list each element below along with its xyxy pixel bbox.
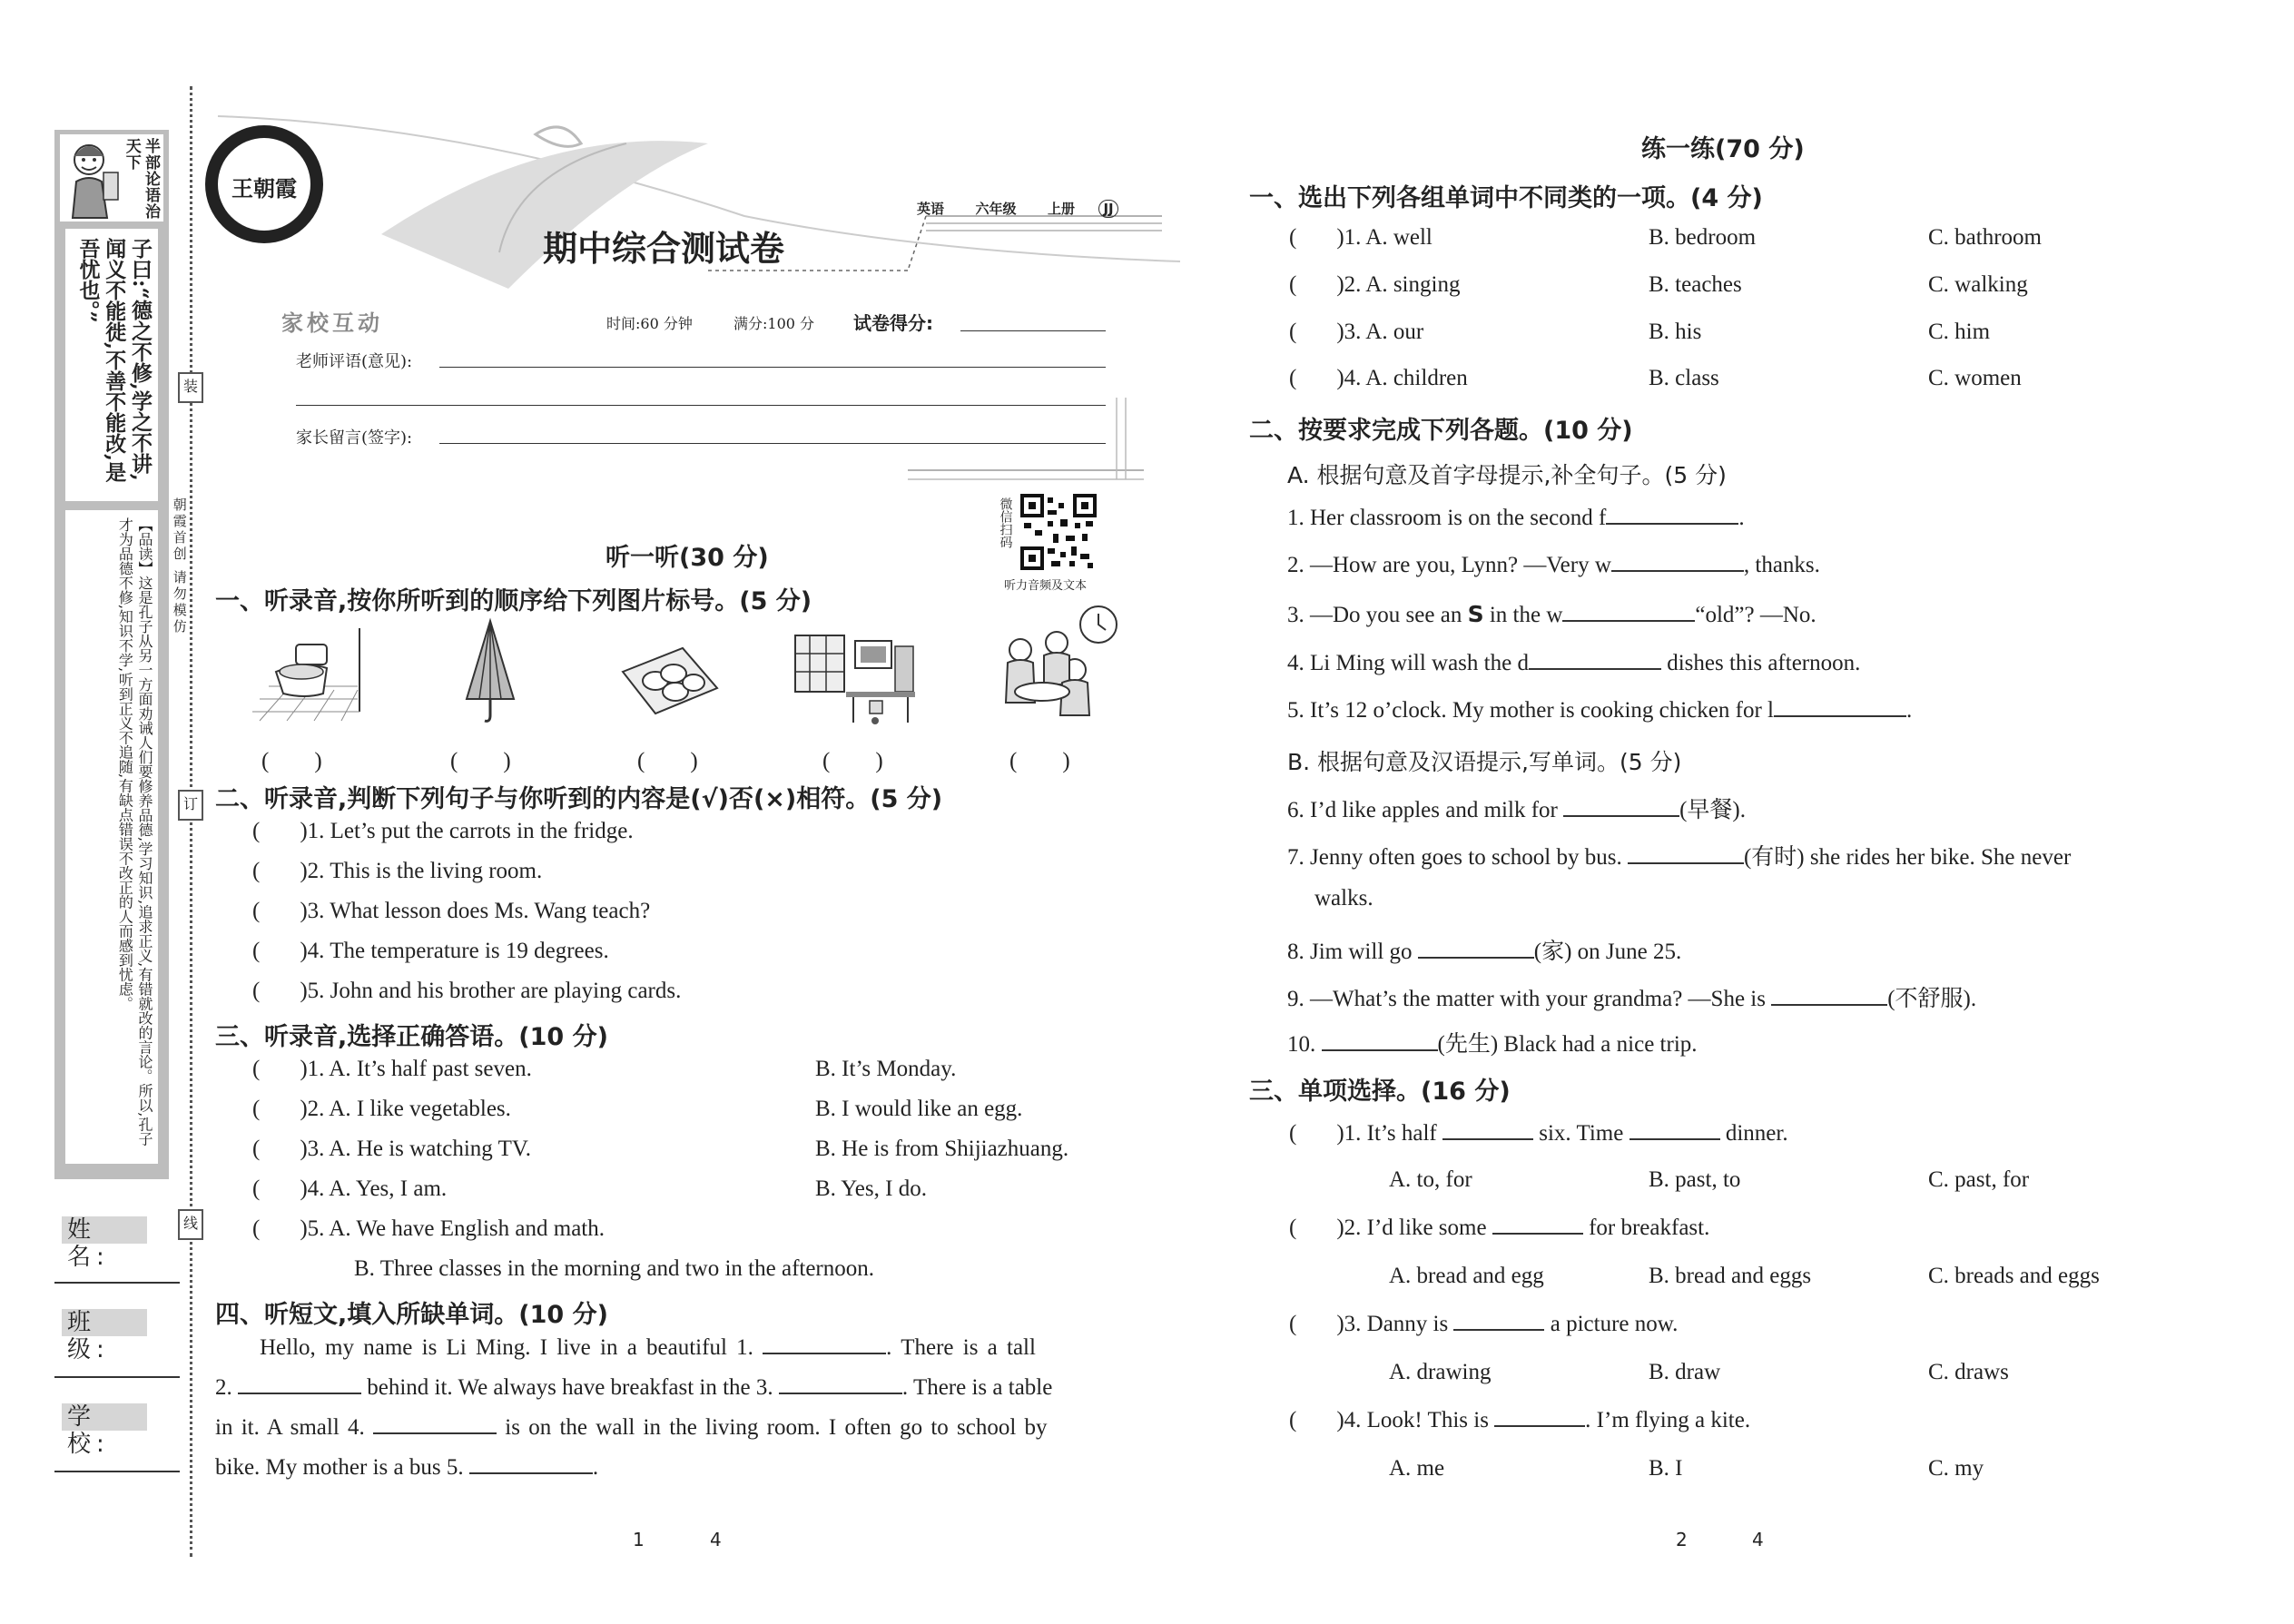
s3-item-5a: ( )5. A. We have English and math. <box>252 1216 605 1241</box>
a-item-5: 5. It’s 12 o’clock. My mother is cooking chicken for l . <box>1287 698 1913 723</box>
a-blank-4[interactable] <box>1529 650 1661 670</box>
teacher-comment-line-1[interactable] <box>439 367 1106 368</box>
name-field[interactable] <box>54 1282 180 1284</box>
image-1-answer[interactable]: ( ) <box>261 749 322 773</box>
qr-note: 听力音频及文本 <box>1004 579 1088 593</box>
a-item-1: 1. Her classroom is on the second f . <box>1287 506 1745 530</box>
b-item-6: 6. I’d like apples and milk for (早餐). <box>1287 798 1746 822</box>
listen-s1-title: 一、听录音,按你所听到的顺序给下列图片标号。(5 分) <box>215 587 812 615</box>
mc-blank-1b[interactable] <box>1629 1120 1720 1140</box>
s2-item-4: ( )4. The temperature is 19 degrees. <box>252 939 609 963</box>
b-blank-8[interactable] <box>1418 939 1534 959</box>
motto-header <box>60 134 163 221</box>
image-3-answer[interactable]: ( ) <box>637 749 698 773</box>
s3-item-2b: B. I would like an egg. <box>815 1097 1023 1121</box>
listen-s4-title: 四、听短文,填入所缺单词。(10 分) <box>215 1301 608 1329</box>
page-number-right: 2 <box>1676 1529 1688 1550</box>
motto-title: 半部论语治天下 <box>122 138 160 220</box>
s3-item-4b: B. Yes, I do. <box>815 1176 927 1201</box>
a-item-4: 4. Li Ming will wash the d dishes this afternoon. <box>1287 651 1861 675</box>
mc-blank-3[interactable] <box>1453 1311 1544 1331</box>
confucius-quote: 子曰:“德之不修,学之不讲,闻义不能徙,不善不能改,是吾忧也。” <box>75 238 153 483</box>
parent-note-label: 家长留言(签字): <box>296 428 413 448</box>
class-field[interactable] <box>54 1376 180 1378</box>
s4-line-2: 2. behind it. We always have breakfast in the 3. . There is a table <box>215 1375 1053 1400</box>
a-item-3: 3. —Do you see an S in the w “old”? —No. <box>1287 601 1816 627</box>
tag-grade: 六年级 <box>975 201 1017 217</box>
exam-title: 期中综合测试卷 <box>543 228 785 269</box>
mc-blank-1a[interactable] <box>1442 1120 1533 1140</box>
tag-volume: 上册 <box>1047 201 1075 217</box>
part-a-title: A. 根据句意及首字母提示,补全句子。(5 分) <box>1287 462 1727 488</box>
p1-item-3a: ( )3. A. our <box>1289 320 1424 344</box>
a-blank-3[interactable] <box>1562 602 1695 622</box>
mc-2-opt-b: B. bread and eggs <box>1649 1264 1812 1288</box>
home-school-label: 家校互动 <box>281 310 383 336</box>
a-item-2: 2. —How are you, Lynn? —Very w , thanks. <box>1287 553 1820 577</box>
mc-2-opt-a: A. bread and egg <box>1389 1264 1544 1288</box>
p1-item-2b: B. teaches <box>1649 272 1742 297</box>
seal-ding: 订 <box>178 790 203 821</box>
p1-item-4c: C. women <box>1928 366 2022 390</box>
seal-xian: 线 <box>178 1209 203 1240</box>
b-item-7-cont: walks. <box>1314 886 1373 910</box>
mc-2-opt-c: C. breads and eggs <box>1928 1264 2100 1288</box>
part-b-title: B. 根据句意及汉语提示,写单词。(5 分) <box>1287 749 1682 775</box>
p1-item-1b: B. bedroom <box>1649 225 1757 250</box>
quote-box <box>65 229 158 501</box>
qr-code-icon[interactable] <box>1020 494 1097 570</box>
image-4-answer[interactable]: ( ) <box>822 749 883 773</box>
image-2-answer[interactable]: ( ) <box>450 749 511 773</box>
mc-4-opt-b: B. I <box>1649 1456 1683 1481</box>
practice-title: 练一练(70 分) <box>1641 135 1805 163</box>
p1-item-4a: ( )4. A. children <box>1289 366 1468 390</box>
mc-1-opt-c: C. past, for <box>1928 1167 2030 1192</box>
a-blank-5[interactable] <box>1774 697 1906 717</box>
score-label: 试卷得分: <box>853 312 933 334</box>
s3-item-5b: B. Three classes in the morning and two in the afternoon. <box>354 1256 875 1281</box>
practice-s1-title: 一、选出下列各组单词中不同类的一项。(4 分) <box>1249 184 1763 212</box>
s4-line-1: Hello, my name is Li Ming. I live in a beautiful 1. . There is a tall <box>260 1335 1036 1360</box>
computer-desk-image <box>792 632 919 726</box>
page-number-left: 1 <box>633 1529 645 1550</box>
mc-blank-2[interactable] <box>1492 1215 1583 1235</box>
mc-4-opt-a: A. me <box>1389 1456 1445 1481</box>
s2-item-1: ( )1. Let’s put the carrots in the fridge. <box>252 819 634 843</box>
s4-blank-2[interactable] <box>238 1374 361 1394</box>
toilet-image <box>251 626 365 723</box>
s3-item-2a: ( )2. A. I like vegetables. <box>252 1097 511 1121</box>
mc-3-opt-c: C. draws <box>1928 1360 2009 1384</box>
commentary-box <box>65 510 158 1164</box>
page-total-right: 4 <box>1752 1529 1764 1550</box>
logo-text: 王朝霞 <box>231 175 297 202</box>
mc-item-3: ( )3. Danny is a picture now. <box>1289 1312 1679 1336</box>
p1-item-2c: C. walking <box>1928 272 2028 297</box>
listen-title: 听一听(30 分) <box>605 544 769 572</box>
teacher-comment-line-2[interactable] <box>296 405 1106 406</box>
mc-item-2: ( )2. I’d like some for breakfast. <box>1289 1216 1710 1240</box>
s3-item-3a: ( )3. A. He is watching TV. <box>252 1137 531 1161</box>
listen-s2-title: 二、听录音,判断下列句子与你听到的内容是(√)否(×)相符。(5 分) <box>215 785 943 813</box>
family-table-image <box>984 603 1120 726</box>
b-blank-6[interactable] <box>1563 797 1679 817</box>
a-blank-2[interactable] <box>1611 552 1744 572</box>
b-blank-7[interactable] <box>1628 844 1744 864</box>
b-item-10: 10. (先生) Black had a nice trip. <box>1287 1032 1698 1057</box>
practice-s3-title: 三、单项选择。(16 分) <box>1249 1078 1511 1106</box>
s3-item-4a: ( )4. A. Yes, I am. <box>252 1176 448 1201</box>
brand-logo <box>205 125 323 243</box>
qr-caption: 微信扫码 <box>998 497 1013 548</box>
p1-item-3b: B. his <box>1649 320 1702 344</box>
eggs-image <box>619 645 721 717</box>
score-field[interactable] <box>960 330 1106 331</box>
class-label: 班 级: <box>62 1309 147 1336</box>
image-5-answer[interactable]: ( ) <box>1009 749 1070 773</box>
page-total-left: 4 <box>710 1529 722 1550</box>
binding-line <box>190 86 192 1557</box>
teacher-comment-label: 老师评语(意见): <box>296 352 413 371</box>
name-label: 姓 名: <box>62 1216 147 1244</box>
time-info: 时间:60 分钟 <box>606 315 693 332</box>
s3-item-1a: ( )1. A. It’s half past seven. <box>252 1057 532 1081</box>
school-field[interactable] <box>54 1471 180 1472</box>
s4-blank-1[interactable] <box>763 1334 886 1354</box>
p1-item-2a: ( )2. A. singing <box>1289 272 1461 297</box>
s2-item-5: ( )5. John and his brother are playing cards. <box>252 979 682 1003</box>
s4-blank-4[interactable] <box>373 1414 497 1434</box>
seal-zhuang: 装 <box>178 372 203 403</box>
s3-item-1b: B. It’s Monday. <box>815 1057 957 1081</box>
s4-blank-3[interactable] <box>779 1374 902 1394</box>
s2-item-3: ( )3. What lesson does Ms. Wang teach? <box>252 899 651 923</box>
mc-3-opt-b: B. draw <box>1649 1360 1721 1384</box>
school-label: 学 校: <box>62 1403 147 1431</box>
full-score-info: 满分:100 分 <box>733 315 815 332</box>
b-item-7: 7. Jenny often goes to school by bus. (有时) she rides her bike. She never <box>1287 845 2072 870</box>
b-blank-9[interactable] <box>1771 986 1887 1006</box>
s4-line-4: bike. My mother is a bus 5. . <box>215 1455 599 1480</box>
tag-edition: JJ <box>1098 200 1117 218</box>
mc-item-1: ( )1. It’s half six. Time dinner. <box>1289 1121 1788 1146</box>
parent-note-line[interactable] <box>439 443 1106 444</box>
b-item-9: 9. —What’s the matter with your grandma? —She is (不舒服). <box>1287 987 1977 1011</box>
subject-tags <box>917 199 1118 218</box>
mc-3-opt-a: A. drawing <box>1389 1360 1492 1384</box>
commentary-text: 【品读】这是孔子从另一方面劝诫人们要修养品德,学习知识,追求正义,有错就改的言论。所以,孔子才为品德不修,知识不学,听到正义不追随,有缺点错误不改正的人而感到忧虑。 <box>116 517 153 1147</box>
p1-item-4b: B. class <box>1649 366 1719 390</box>
listen-s3-title: 三、听录音,选择正确答语。(10 分) <box>215 1023 608 1051</box>
confucius-icon <box>62 136 125 220</box>
p1-item-1c: C. bathroom <box>1928 225 2042 250</box>
mc-blank-4[interactable] <box>1494 1407 1585 1427</box>
s3-item-3b: B. He is from Shijiazhuang. <box>815 1137 1069 1161</box>
s2-item-2: ( )2. This is the living room. <box>252 859 543 883</box>
b-blank-10[interactable] <box>1322 1031 1438 1051</box>
tag-subject: 英语 <box>917 201 945 217</box>
a-blank-1[interactable] <box>1606 505 1738 525</box>
mc-1-opt-a: A. to, for <box>1389 1167 1472 1192</box>
mc-1-opt-b: B. past, to <box>1649 1167 1741 1192</box>
mc-item-4: ( )4. Look! This is . I’m flying a kite. <box>1289 1408 1751 1432</box>
p1-item-3c: C. him <box>1928 320 1991 344</box>
p1-item-1a: ( )1. A. well <box>1289 225 1433 250</box>
mc-4-opt-c: C. my <box>1928 1456 1984 1481</box>
s4-blank-5[interactable] <box>469 1454 593 1474</box>
s4-line-3: in it. A small 4. is on the wall in the living room. I often go to school by <box>215 1415 1048 1440</box>
b-item-8: 8. Jim will go (家) on June 25. <box>1287 940 1682 964</box>
practice-s2-title: 二、按要求完成下列各题。(10 分) <box>1249 417 1633 445</box>
side-notice: 朝霞首创 请勿模仿 <box>171 497 188 635</box>
umbrella-image <box>454 617 527 726</box>
